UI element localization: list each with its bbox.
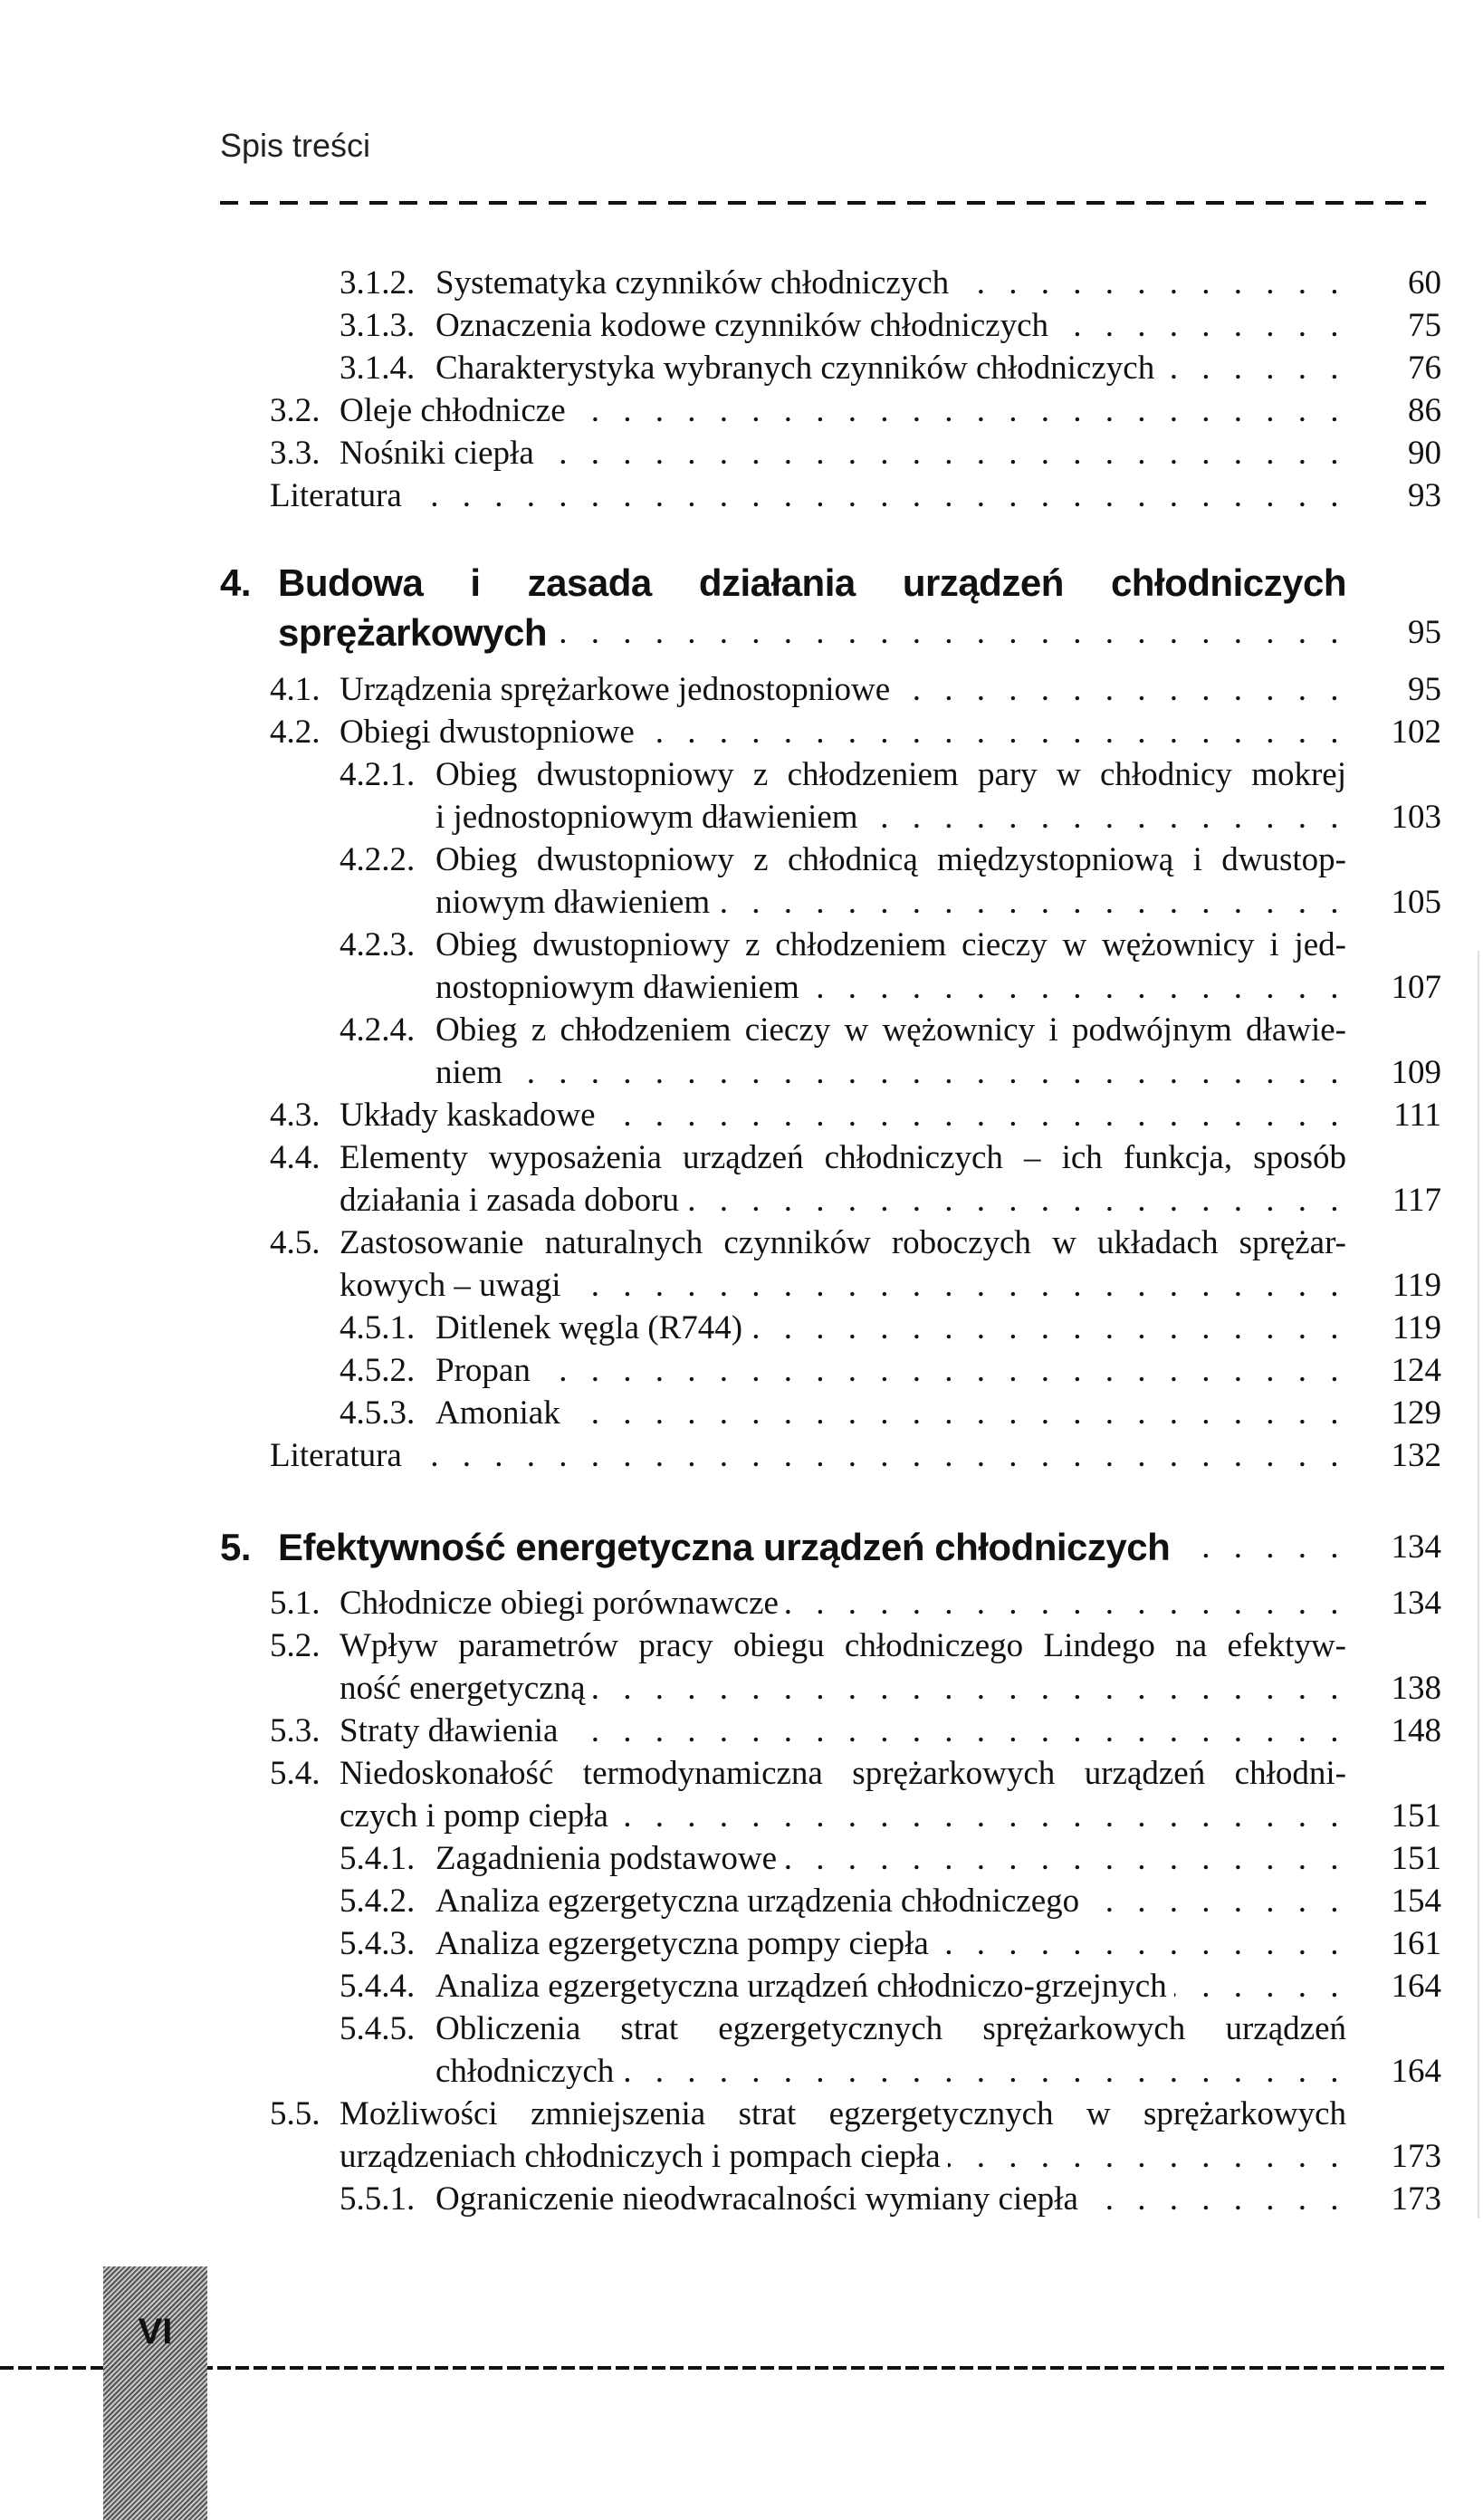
page-number: 164 <box>1391 1968 1441 2005</box>
page-number: 151 <box>1391 1797 1441 1835</box>
dot-leader <box>409 474 1346 517</box>
page-number: 151 <box>1391 1840 1441 1877</box>
entry-number: 3.1.4. <box>340 350 416 387</box>
toc-entry <box>0 1009 1483 1094</box>
toc-literature <box>0 1434 1483 1477</box>
entry-number: 4.5. <box>270 1224 321 1261</box>
toc-chapter <box>0 1522 1483 1572</box>
dot-leader <box>510 1051 1346 1094</box>
dot-leader <box>786 1582 1346 1624</box>
entry-number: 5.5.1. <box>340 2180 416 2218</box>
entry-title: Układy kaskadowe <box>340 1097 596 1134</box>
toc-entry <box>0 1392 1483 1434</box>
toc-entry <box>0 1307 1483 1349</box>
entry-title-last-line <box>435 1051 1346 1094</box>
entry-number: 5.1. <box>270 1585 321 1622</box>
dot-leader <box>686 1179 1346 1222</box>
toc-entry <box>0 389 1483 432</box>
dot-leader <box>568 1392 1346 1434</box>
page-number: 148 <box>1391 1712 1441 1749</box>
entry-title-last-line <box>435 1965 1346 2007</box>
page-number: 109 <box>1391 1054 1441 1091</box>
entry-number: 5.4.1. <box>340 1840 416 1877</box>
page-number: 111 <box>1393 1097 1441 1134</box>
entry-number: 4.2.1. <box>340 756 416 793</box>
entry-title: ność energetyczną <box>340 1670 586 1707</box>
entry-title-last-line <box>435 796 1346 838</box>
dot-leader <box>956 262 1346 304</box>
entry-title-line: Obieg z chłodzeniem cieczy w wężownicy i podwójnym dławie- <box>435 1011 1346 1049</box>
folio-tab <box>103 2266 207 2520</box>
toc-entry <box>0 2007 1483 2093</box>
entry-title: Obiegi dwustopniowe <box>340 714 635 751</box>
toc-entry <box>0 1624 1483 1710</box>
page-number: 124 <box>1391 1352 1441 1389</box>
toc-entry <box>0 1710 1483 1752</box>
entry-number: 4.2. <box>270 714 321 751</box>
scan-edge <box>1478 951 1479 2218</box>
dot-leader <box>616 1795 1346 1837</box>
page-number: 154 <box>1391 1883 1441 1920</box>
toc-entry <box>0 1349 1483 1392</box>
entry-title-last-line <box>340 1795 1346 1837</box>
entry-title: Zagadnienia podstawowe <box>435 1840 778 1877</box>
entry-title-last-line <box>340 1179 1346 1222</box>
toc-entry <box>0 1222 1483 1307</box>
page-number: 105 <box>1391 884 1441 921</box>
toc-entry <box>0 1880 1483 1922</box>
entry-title-last-line <box>435 881 1346 924</box>
entry-title-last-line <box>340 1667 1346 1710</box>
toc-entry <box>0 668 1483 711</box>
entry-title-line: Zastosowanie naturalnych czynników roboczych w układach sprężar- <box>340 1224 1346 1261</box>
page-number: 134 <box>1391 1528 1441 1566</box>
dot-leader <box>593 1667 1346 1710</box>
entry-title-last-line <box>435 347 1346 389</box>
page-number: 86 <box>1408 392 1441 429</box>
entry-title-line: Niedoskonałość termodynamiczna sprężarkowych urządzeń chłodni- <box>340 1755 1346 1792</box>
entry-title: nostopniowym dławieniem <box>435 969 799 1006</box>
dot-leader <box>621 2050 1346 2093</box>
entry-number: 5.3. <box>270 1712 321 1749</box>
entry-title-last-line <box>340 1582 1346 1624</box>
entry-number: 3.3. <box>270 435 321 472</box>
dot-leader <box>784 1837 1346 1880</box>
entry-title: Systematyka czynników chłodniczych <box>435 264 950 302</box>
page-number: 129 <box>1391 1394 1441 1432</box>
dot-leader <box>603 1094 1346 1136</box>
entry-title-last-line <box>435 966 1346 1009</box>
page-number: 75 <box>1408 307 1441 344</box>
page-number: 173 <box>1391 2138 1441 2175</box>
entry-number: 5.2. <box>270 1627 321 1664</box>
entry-number: 4.4. <box>270 1139 321 1176</box>
entry-number: 4. <box>220 561 252 604</box>
entry-title: Analiza egzergetyczna urządzeń chłodniczo-grzejnych <box>435 1968 1167 2005</box>
entry-title: Ograniczenie nieodwracalności wymiany ciepła <box>435 2180 1078 2218</box>
entry-title: Literatura <box>270 1437 402 1474</box>
entry-number: 3.1.2. <box>340 264 416 302</box>
entry-title: Propan <box>435 1352 531 1389</box>
entry-title: Nośniki ciepła <box>340 435 534 472</box>
dot-leader <box>866 796 1346 838</box>
dot-leader <box>750 1307 1346 1349</box>
entry-number: 5.5. <box>270 2095 321 2132</box>
page-number: 138 <box>1391 1670 1441 1707</box>
dot-leader <box>541 432 1346 474</box>
dot-leader <box>409 1434 1346 1477</box>
entry-number: 5.4. <box>270 1755 321 1792</box>
dot-leader <box>936 1922 1346 1965</box>
entry-title-last-line <box>435 1837 1346 1880</box>
entry-number: 4.3. <box>270 1097 321 1134</box>
entry-title: Urządzenia sprężarkowe jednostopniowe <box>340 671 891 708</box>
page-number: 119 <box>1392 1267 1441 1304</box>
toc-entry <box>0 1752 1483 1837</box>
entry-number: 4.5.2. <box>340 1352 416 1389</box>
entry-title-last-line <box>435 1307 1346 1349</box>
entry-title-last-line <box>435 1880 1346 1922</box>
entry-title-line: Obieg dwustopniowy z chłodzeniem pary w chłodnicy mokrej <box>435 756 1346 793</box>
entry-title: Literatura <box>270 477 402 514</box>
toc-entry <box>0 262 1483 304</box>
page-number: 76 <box>1408 350 1441 387</box>
entry-title-last-line <box>435 262 1346 304</box>
entry-title-line: Elementy wyposażenia urządzeń chłodniczych – ich funkcja, sposób <box>340 1139 1346 1176</box>
entry-number: 3.2. <box>270 392 321 429</box>
page-number: 103 <box>1391 799 1441 836</box>
entry-title: i jednostopniowym dławieniem <box>435 799 858 836</box>
toc-entry <box>0 753 1483 838</box>
entry-title-line: Obieg dwustopniowy z chłodnicą międzystopniową i dwustop- <box>435 841 1346 878</box>
entry-title-last-line <box>435 2178 1346 2220</box>
toc-chapter <box>0 558 1483 657</box>
entry-title-last-line <box>270 1434 1346 1477</box>
toc-entry <box>0 838 1483 924</box>
dot-leader <box>642 711 1346 753</box>
page-number-roman: VI <box>138 2312 173 2352</box>
page-number: 161 <box>1391 1925 1441 1962</box>
entry-number: 4.2.4. <box>340 1011 416 1049</box>
dot-leader <box>554 608 1346 657</box>
entry-title: Charakterystyka wybranych czynników chłodniczych <box>435 350 1155 387</box>
entry-title-last-line <box>278 608 1346 657</box>
entry-title: Analiza egzergetyczna pompy ciepła <box>435 1925 929 1962</box>
entry-title: sprężarkowych <box>278 611 547 654</box>
entry-title: chłodniczych <box>435 2053 615 2090</box>
entry-title-last-line <box>340 2135 1346 2178</box>
toc-entry <box>0 2093 1483 2178</box>
entry-title-last-line <box>340 389 1346 432</box>
entry-title-last-line <box>270 474 1346 517</box>
entry-title-last-line <box>435 2050 1346 2093</box>
entry-title: Amoniak <box>435 1394 560 1432</box>
entry-title-last-line <box>278 1522 1346 1572</box>
toc-entry <box>0 1136 1483 1222</box>
toc-entry <box>0 1922 1483 1965</box>
entry-title: Efektywność energetyczna urządzeń chłodniczych <box>278 1526 1171 1568</box>
entry-title: kowych – uwagi <box>340 1267 561 1304</box>
page-number: 90 <box>1408 435 1441 472</box>
entry-number: 5.4.5. <box>340 2010 416 2047</box>
toc-entry <box>0 711 1483 753</box>
entry-title-last-line <box>340 1264 1346 1307</box>
dot-leader <box>538 1349 1346 1392</box>
entry-title: czych i pomp ciepła <box>340 1797 608 1835</box>
entry-number: 4.5.1. <box>340 1309 416 1346</box>
dot-leader <box>565 1710 1346 1752</box>
entry-number: 4.5.3. <box>340 1394 416 1432</box>
footer-dashed-rule <box>0 2366 1449 2370</box>
entry-title-line: Budowa i zasada działania urządzeń chłodniczych <box>278 561 1346 604</box>
entry-title-last-line <box>340 1094 1346 1136</box>
page-number: 134 <box>1391 1585 1441 1622</box>
entry-number: 4.2.3. <box>340 926 416 963</box>
entry-title-line: Możliwości zmniejszenia strat egzergetycznych w sprężarkowych <box>340 2095 1346 2132</box>
entry-title-line: Obliczenia strat egzergetycznych sprężarkowych urządzeń <box>435 2010 1346 2047</box>
entry-title: niowym dławieniem <box>435 884 711 921</box>
running-head: Spis treści <box>220 127 371 164</box>
entry-title: działania i zasada doboru <box>340 1182 679 1219</box>
dot-leader <box>1056 304 1346 347</box>
dot-leader <box>807 966 1346 1009</box>
entry-title: Oleje chłodnicze <box>340 392 566 429</box>
entry-title-last-line <box>340 711 1346 753</box>
page-number: 119 <box>1392 1309 1441 1346</box>
dot-leader <box>1177 1522 1346 1572</box>
toc-entry <box>0 1094 1483 1136</box>
page-number: 102 <box>1391 714 1441 751</box>
dot-leader <box>1162 347 1346 389</box>
dot-leader <box>569 1264 1346 1307</box>
entry-number: 4.1. <box>270 671 321 708</box>
entry-title-last-line <box>435 1349 1346 1392</box>
entry-title: urządzeniach chłodniczych i pompach ciepła <box>340 2138 941 2175</box>
entry-title-last-line <box>340 1710 1346 1752</box>
dot-leader <box>1086 2178 1346 2220</box>
entry-title-last-line <box>340 668 1346 711</box>
toc-entry <box>0 304 1483 347</box>
page-number: 95 <box>1408 671 1441 708</box>
entry-title: Ditlenek węgla (R744) <box>435 1309 743 1346</box>
header-dashed-rule <box>220 201 1426 205</box>
toc-entry <box>0 2178 1483 2220</box>
dot-leader <box>717 881 1346 924</box>
table-of-contents <box>0 262 1483 2220</box>
dot-leader <box>1174 1965 1346 2007</box>
dot-leader <box>948 2135 1346 2178</box>
page-number: 173 <box>1391 2180 1441 2218</box>
entry-number: 5.4.4. <box>340 1968 416 2005</box>
entry-title: Analiza egzergetyczna urządzenia chłodniczego <box>435 1883 1080 1920</box>
entry-title: Oznaczenia kodowe czynników chłodniczych <box>435 307 1049 344</box>
dot-leader <box>1086 1880 1346 1922</box>
page-number: 164 <box>1391 2053 1441 2090</box>
entry-title-line: Obieg dwustopniowy z chłodzeniem cieczy w wężownicy i jed- <box>435 926 1346 963</box>
page-number: 93 <box>1408 477 1441 514</box>
page-number: 107 <box>1391 969 1441 1006</box>
toc-entry <box>0 432 1483 474</box>
toc-entry <box>0 1837 1483 1880</box>
entry-title-last-line <box>435 1922 1346 1965</box>
toc-entry <box>0 347 1483 389</box>
toc-literature <box>0 474 1483 517</box>
entry-number: 5.4.2. <box>340 1883 416 1920</box>
entry-title: Straty dławienia <box>340 1712 559 1749</box>
page-number: 60 <box>1408 264 1441 302</box>
dot-leader <box>573 389 1346 432</box>
entry-number: 5. <box>220 1526 252 1568</box>
entry-title-line: Wpływ parametrów pracy obiegu chłodniczego Lindego na efektyw- <box>340 1627 1346 1664</box>
page-number: 132 <box>1391 1437 1441 1474</box>
toc-entry <box>0 1965 1483 2007</box>
entry-title-last-line <box>340 432 1346 474</box>
entry-title-last-line <box>435 1392 1346 1434</box>
entry-title-last-line <box>435 304 1346 347</box>
toc-entry <box>0 924 1483 1009</box>
toc-entry <box>0 1582 1483 1624</box>
page-number: 117 <box>1392 1182 1441 1219</box>
page-number: 95 <box>1408 614 1441 651</box>
entry-number: 3.1.3. <box>340 307 416 344</box>
entry-number: 4.2.2. <box>340 841 416 878</box>
dot-leader <box>897 668 1346 711</box>
entry-title: Chłodnicze obiegi porównawcze <box>340 1585 779 1622</box>
entry-title: niem <box>435 1054 502 1091</box>
entry-number: 5.4.3. <box>340 1925 416 1962</box>
